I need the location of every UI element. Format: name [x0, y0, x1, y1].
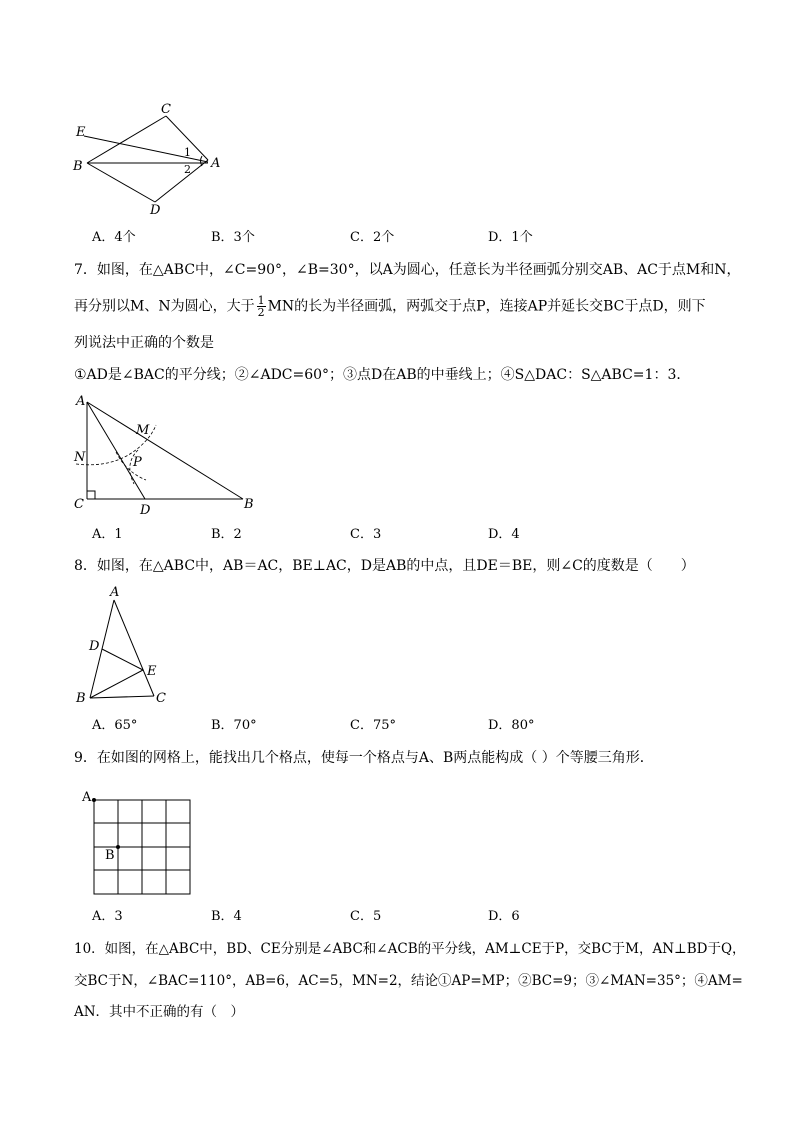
label-c: C	[74, 497, 84, 512]
q10-line-2: 交BC于N，∠BAC=110°，AB=6，AC=5，MN=2，结论①AP=MP；②BC=9；③∠MAN=35°；④AM=	[74, 973, 743, 989]
segment-ad	[155, 160, 208, 202]
q8-option-d[interactable]: D．80°	[488, 718, 535, 733]
q10-line-1: 10．如图，在△ABC中，BD、CE分别是∠ABC和∠ACB的平分线，AM⊥CE于P，交BC于M，AN⊥BD于Q，	[74, 941, 746, 957]
label-n: N	[74, 450, 86, 465]
label-e: E	[147, 664, 157, 679]
figure-q9-grid	[78, 786, 198, 898]
q7-line-3: 列说法中正确的个数是	[74, 335, 214, 351]
figure-q7	[70, 392, 270, 518]
q8-option-a[interactable]: A．65°	[92, 718, 138, 733]
label-b: B	[76, 691, 86, 706]
label-d: D	[150, 203, 161, 218]
segment-bc	[90, 696, 154, 698]
label-b: B	[73, 159, 83, 174]
label-a: A	[76, 394, 86, 409]
label-m: M	[136, 423, 150, 438]
q9-option-d[interactable]: D．6	[488, 909, 520, 924]
q8-option-c[interactable]: C．75°	[350, 718, 396, 733]
segment-db	[87, 163, 155, 202]
fraction-denominator: 2	[257, 306, 265, 319]
label-a: A	[82, 790, 92, 805]
q7-line-2-post: MN的长为半径画弧，两弧交于点P，连接AP并延长交BC于点D，则下	[267, 298, 706, 315]
label-e: E	[76, 125, 86, 140]
label-b: B	[244, 497, 254, 512]
q6-options	[92, 229, 652, 247]
right-angle-mark	[87, 491, 95, 499]
label-b: B	[105, 848, 115, 863]
q7-option-d[interactable]: D．4	[488, 527, 520, 542]
q7-option-a[interactable]: A．1	[92, 527, 123, 542]
q7-line-4: ①AD是∠BAC的平分线；②∠ADC=60°；③点D在AB的中垂线上；④S△DAC：S△ABC=1：3．	[74, 367, 691, 383]
q8-question: 8．如图，在△ABC中，AB＝AC，BE⊥AC，D是AB的中点，且DE＝BE，则∠C的度数是（ ）	[74, 558, 695, 574]
q8-option-b[interactable]: B．70°	[211, 718, 257, 733]
point-b	[116, 845, 120, 849]
q6-option-c[interactable]: C．2个	[350, 230, 395, 245]
q7-option-b[interactable]: B．2	[211, 527, 242, 542]
q7-options	[92, 526, 652, 544]
q9-option-a[interactable]: A．3	[92, 909, 123, 924]
q7-line-1: 7．如图，在△ABC中，∠C=90°，∠B=30°，以A为圆心，任意长为半径画弧分别交AB、AC于点M和N，	[74, 262, 741, 278]
angle-label-1: 1	[184, 146, 191, 159]
segment-ad	[87, 402, 145, 499]
q6-option-d[interactable]: D．1个	[488, 230, 533, 245]
q7-line-2-pre: 再分别以M、N为圆心，大于	[74, 298, 255, 315]
segment-ab	[87, 402, 243, 499]
label-d: D	[89, 639, 100, 654]
label-a: A	[110, 585, 120, 600]
point-a	[92, 798, 96, 802]
label-c: C	[156, 691, 166, 706]
label-p: P	[133, 455, 142, 470]
angle-label-2: 2	[184, 163, 191, 176]
fraction-one-half	[257, 295, 266, 318]
label-a: A	[211, 156, 221, 171]
segment-be	[90, 670, 143, 698]
q10-line-3: AN．其中不正确的有（ ）	[74, 1004, 245, 1020]
q9-question: 9．在如图的网格上，能找出几个格点，使每一个格点与A、B两点能构成（ ）个等腰三角形．	[74, 750, 654, 766]
figure-q8	[70, 584, 180, 706]
q6-option-a[interactable]: A．4个	[92, 230, 136, 245]
label-c: C	[161, 102, 171, 117]
q9-option-b[interactable]: B．4	[211, 909, 242, 924]
q7-line-2	[74, 295, 706, 318]
q9-option-c[interactable]: C．5	[350, 909, 382, 924]
q7-option-c[interactable]: C．3	[350, 527, 382, 542]
figure-q6	[70, 98, 230, 218]
label-d: D	[140, 503, 151, 518]
q9-options	[92, 908, 652, 926]
q6-option-b[interactable]: B．3个	[211, 230, 255, 245]
q8-options	[92, 717, 652, 735]
segment-de	[102, 649, 143, 670]
fraction-numerator: 1	[257, 294, 265, 307]
